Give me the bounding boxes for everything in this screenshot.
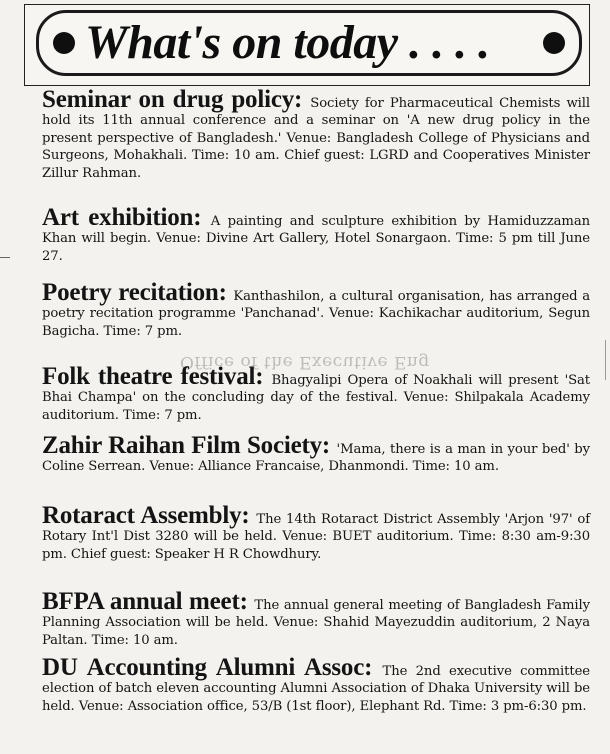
- column-rule: [605, 340, 606, 380]
- event-item: [42, 502, 591, 563]
- event-description: A painting and sculpture exhibition by Hamiduzzaman Khan will begin. Venue: Divine Art Gallery, Hotel Sonargaon. Time: 5 pm till June 27.: [42, 214, 590, 264]
- event-title: Rotaract Assembly:: [42, 502, 257, 529]
- margin-rule: [0, 257, 10, 258]
- event-item: [42, 86, 590, 182]
- header-banner: [36, 10, 582, 76]
- event-title: Seminar on drug policy:: [42, 86, 311, 113]
- bleed-through-text: Office of the Executive Eng: [180, 352, 430, 372]
- event-item: [42, 432, 591, 476]
- event-description: Kanthashilon, a cultural organisation, has arranged a poetry recitation programme 'Panchanad'. Venue: Kachikachar auditorium, Segun Bagicha. Time: 7 pm.: [42, 289, 590, 339]
- page-title: What's on today . . . .: [85, 16, 490, 69]
- event-description: Society for Pharmaceutical Chemists will hold its 11th annual conference and a seminar on 'A new drug policy in the present perspective of Bangladesh.' Venue: Bangladesh College of Physicians and Surgeons, Mohakhali. Time: 10 am. Chief guest: LGRD and Cooperatives Minister Zillur Rahman.: [42, 96, 590, 181]
- event-title: Poetry recitation:: [42, 279, 234, 306]
- event-description: 'Mama, there is a man in your bed' by Coline Serrean. Venue: Alliance Francaise, Dhanmondi. Time: 10 am.: [42, 442, 591, 475]
- event-title: Folk theatre festival:: [42, 363, 272, 390]
- event-description: The 2nd executive committee election of batch eleven accounting Alumni Association of Dhaka University will be held. Venue: Association office, 53/B (1st floor), Elephant Rd. Time: 3 pm-6:30 pm.: [42, 664, 590, 714]
- event-description: The 14th Rotaract District Assembly 'Arjon '97' of Rotary Int'l Dist 3280 will be held. Venue: BUET auditorium. Time: 8:30 am-9:30 pm. Chief guest: Speaker H R Chowdhury.: [42, 512, 591, 562]
- event-title: BFPA annual meet:: [42, 588, 255, 615]
- event-item: [42, 363, 590, 424]
- event-description: The annual general meeting of Bangladesh Family Planning Association will be held. Venue: Shahid Mayezuddin auditorium, 2 Naya Paltan. Time: 10 am.: [42, 598, 590, 648]
- event-item: [42, 588, 590, 649]
- bullet-dot-icon: [543, 32, 565, 54]
- event-item: [42, 279, 590, 340]
- event-item: [42, 654, 590, 715]
- bullet-dot-icon: [53, 32, 75, 54]
- event-title: Zahir Raihan Film Society:: [42, 432, 337, 459]
- event-item: [42, 204, 590, 265]
- event-description: Bhagyalipi Opera of Noakhali will present 'Sat Bhai Champa' on the concluding day of the festival. Venue: Shilpakala Academy auditorium. Time: 7 pm.: [42, 373, 590, 423]
- event-title: DU Accounting Alumni Assoc:: [42, 654, 383, 681]
- event-title: Art exhibition:: [42, 204, 211, 231]
